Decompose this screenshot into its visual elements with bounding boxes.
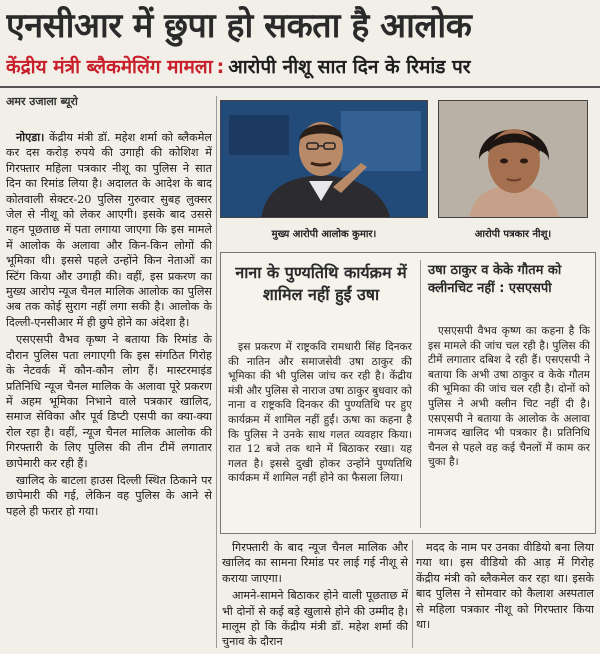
left-para-3: खालिद के बाटला हाउस दिल्ली स्थित ठिकाने पर छापेमारी की गई, लेकिन वह पुलिस के आने से पहले ही फरार हो गया। — [6, 473, 212, 518]
middle-bottom-column — [222, 540, 408, 648]
subheadline — [6, 52, 596, 82]
box-b-heading: उषा ठाकुर व केके गौतम को क्लीनचिट नहीं : एसएसपी — [428, 263, 562, 296]
left-para-1-text: केंद्रीय मंत्री डॉ. महेश शर्मा को ब्लैकमेल कर दस करोड़ रुपये की उगाही की कोशिश में गिरफ्तार महिला पत्रकार नीशू का पुलिस ने सात दिन का रिमांड लिया है। अदालत के आदेश के बाद कोतवाली सेक्टर-20 पुलिस गुरुवार सुबह लुक्सर जेल से नीशू को लेकर आएगी। इसके बाद उससे गहन पूछताछ में पता लगाया जाएगा कि इस मामले में आलोक के अलावा और किन-किन लोगों की भूमिका थी। इससे पहले उन्होंने किन नेताओं का स्टिंग किया और उगाही की। वहीं, इस प्रकरण का मुख्य आरोप न्यूज चैनल मालिक आलोक का पुलिस अब तक कोई सुराग नहीं लगा सकी है। आलोक के दिल्ली-एनसीआर में ही छुपे होने का अंदेशा है। — [6, 131, 212, 329]
subhead-separator: : — [216, 56, 225, 78]
photo-caption-nishu: आरोपी पत्रकार नीशू। — [474, 229, 552, 240]
photo-nishu — [438, 100, 588, 218]
left-column — [6, 130, 212, 646]
photo-caption-alok: मुख्य आरोपी आलोक कुमार। — [271, 229, 377, 240]
woman-portrait-icon — [439, 101, 588, 218]
left-para-2: एसएसपी वैभव कृष्ण ने बताया कि रिमांड के दौरान पुलिस पता लगाएगी कि इस संगठित गिरोह के नेटवर्क में कौन-कौन लोग हैं। मास्टरमाइंड प्रतिनिधि न्यूज चैनल मालिक के अलावा पूरे प्रकरण में अहम भूमिका निभाने वाले पत्रकार खालिद, समाज सेविका और पूर्व डिप्टी एसपी का क्या-क्या रोल रहा है। वहीं, न्यूज चैनल मालिक आलोक की गिरफ्तारी के लिए पुलिस की तीन टीमें लगातार छापेमारी कर रही हैं। — [6, 333, 212, 470]
headline: एनसीआर में छुपा हो सकता है आलोक — [6, 6, 472, 46]
subhead-detail: आरोपी नीशू सात दिन के रिमांड पर — [228, 56, 471, 78]
right-bottom-column — [416, 540, 594, 648]
column-rule-left — [216, 96, 217, 648]
box-a-text: इस प्रकरण में राष्ट्रकवि रामधारी सिंह दिनकर की नातिन और समाजसेवी उषा ठाकुर की भूमिका की भी पुलिस जांच कर रही है। केंद्रीय मंत्री और पुलिस से नाराज उषा ठाकुर बुधवार को नाना व राष्ट्रकवि दिनकर की पुण्यतिथि पर हुए कार्यक्रम में शामिल नहीं हुईं। ऊषा का कहना है कि पुलिस ने उनके साथ गलत व्यवहार किया। रात 12 बजे तक थाने में बिठाकर रखा। यह गलत है। इससे दुखी होकर उन्होंने पुण्यतिथि कार्यक्रम में शामिल नहीं होने का फैसला लिया। — [228, 341, 412, 485]
man-portrait-icon — [221, 101, 428, 218]
dateline: नोएडा। — [16, 130, 45, 144]
left-para-1 — [6, 130, 212, 330]
column-rule-right — [412, 540, 413, 648]
byline: अमर उजाला ब्यूरो — [6, 95, 78, 108]
subhead-topic: केंद्रीय मंत्री ब्लैकमेलिंग मामला — [6, 56, 213, 78]
box-a-heading: नाना के पुण्यतिथि कार्यक्रम में शामिल नहीं हुईं उषा — [235, 263, 407, 304]
top-rule — [0, 86, 600, 88]
photo-alok-kumar — [220, 100, 428, 218]
right-para-1: मदद के नाम पर उनका वीडियो बना लिया गया था। इस वीडियो की आड़ में गिरोह केंद्रीय मंत्री को ब्लैकमेल कर रहा था। इसके बाद पुलिस ने सोमवार को कैलाश अस्पताल से महिला पत्रकार नीशू को गिरफ्तार किया था। — [416, 541, 594, 632]
box-a-body — [228, 340, 412, 530]
mid-para-2: आमने-सामने बिठाकर होने वाली पूछताछ में भी दोनों से कई बड़े खुलासे होने की उम्मीद है। मालूम हो कि केंद्रीय मंत्री डॉ. महेश शर्मा की चुनाव के दौरान — [222, 589, 408, 648]
box-divider — [420, 260, 421, 528]
mid-para-1: गिरफ्तारी के बाद न्यूज चैनल मालिक और खालिद का सामना रिमांड पर लाई गई नीशू से कराया जाएगा। — [222, 541, 408, 585]
box-b-text: एसएसपी वैभव कृष्ण का कहना है कि इस मामले की जांच चल रही है। पुलिस की टीमें लगातार दबिश दे रही हैं। एसएसपी ने बताया कि अभी उषा ठाकुर व केके गौतम की भूमिका की जांच चल रही है। दोनों को पुलिस ने अभी क्लीन चिट नहीं दी है। एसएसपी ने बताया के आलोक के अलावा नामजद खालिद भी पत्रकार है। प्रतिनिधि चैनल से पहले वह कई चैनलों में काम कर चुका है। — [428, 325, 590, 469]
box-b-body — [428, 324, 590, 530]
